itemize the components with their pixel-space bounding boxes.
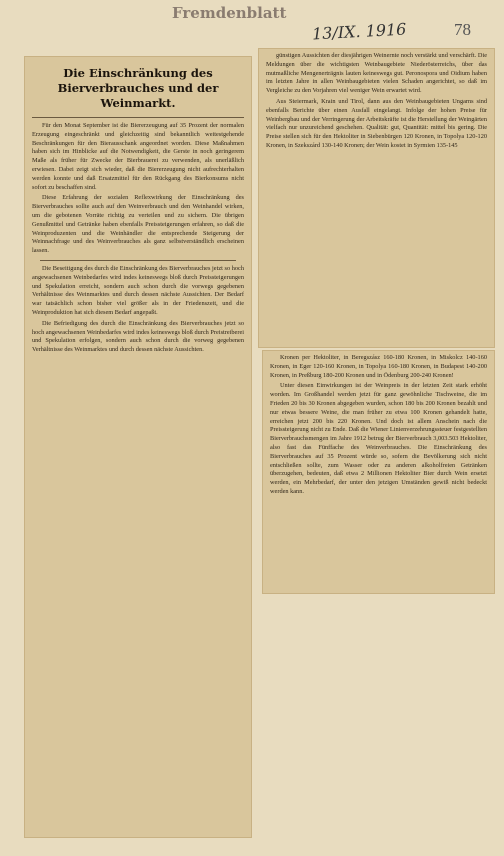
right-top-column-text — [266, 52, 487, 151]
title-divider — [32, 117, 244, 118]
article-clipping-left — [24, 56, 252, 838]
left-column-text — [32, 122, 244, 355]
right-top-paragraph: Aus Steiermark, Krain und Tirol, dann aus den Weinbaugebieten Ungarns sind ebenfalls Berichte über einen Ausfall eingelangt. Infolge der hohen Preise für Weinbergbau und der Verringerung der Arbeitskräfte ist die Herstellung der Weingärten vielfach nur unzureichend geschehen. Qualität: gut, Quantität: mittel bis gering. Die Preise stellen sich für den Hektoliter in Siebenbürgen 120 Kronen, in Topolya 120-120 Kronen, in Szekszárd 130-140 Kronen; der Wein kostet in Syrmien 135-145 — [266, 97, 487, 149]
article-clipping-right-bottom — [262, 350, 495, 594]
left-paragraph: Die Beseitigung des durch die Einschränkung des Bierverbrauches jetzt so hoch angewachsenen Weinbedarfes wird indes keineswegs bloß durch Preissteigerungen und Spekulation erreicht, sondern auch schon durch die vorwegs gegebenen Verhältnisse des Weinmarktes und durch dessen nächste Aussichten. Der Bedarf war tatsächlich schon bisher viel größer als in der Friedenszeit, und die Weinproduktion hat sich diesem Bedarf angepaßt. — [32, 264, 244, 316]
left-paragraph: Die Befriedigung des durch die Einschränkung des Bierverbrauches jetzt so hoch angewachsenen Weinbedarfes wird indes keineswegs bloß durch Preistreiberei und Spekulation erfolgen, sondern auch schon durch die vorweg gegebenen Verhältnisse des Weinmarktes und durch dessen nächste Aussichten. — [32, 319, 244, 354]
article-title: Die Einschränkung des Bierverbrauches und der Weinmarkt. — [57, 66, 219, 110]
page-header — [0, 0, 504, 44]
left-paragraph: Für den Monat September ist die Biererzeugung auf 35 Prozent der normalen Erzeugung eingeschränkt und gleichzeitig sind bekanntlich weitestgehende Beschränkungen für den Bierausschank angeordnet worden. Diese Maßnahmen haben sich im Hinblicke auf die Notwendigkeit, die Gerste in noch geringerem Maße als früher für Zwecke der Bierbrauerei zu verwenden, als unerläßlich erwiesen. Dabei zeigt sich wieder, daß die Biererzeugung nicht aufrechterhalten werden konnte und daß Ersatzmittel für den Rückgang des Bierkonsums nicht sofort zu beschaffen sind. — [32, 122, 244, 191]
handwritten-date: 13/IX. 1916 — [311, 19, 407, 44]
right-top-paragraph: günstigen Aussichten der diesjährigen Weinernte noch verstärkt und verschärft. Die Meldungen über die wichtigsten Weinbaugebiete Niederösterreichs, über das mutmaßliche Mengenerträgnis lauten keineswegs gut. Peronospora und Oidium haben im letzten Jahre in allen Weinbaugebieten vielen Schaden angerichtet, so daß im Vergleiche zu den Vorjahren viel weniger Wein erwartet wird. — [266, 52, 487, 95]
section-divider — [40, 260, 236, 261]
page-number: 78 — [454, 20, 471, 39]
article-clipping-right-top — [258, 48, 495, 348]
right-bottom-paragraph: Kronen per Hektoliter, in Beregszász 160-180 Kronen, in Miskolcz 140-160 Kronen, in Eger 120-160 Kronen, in Topolya 160-180 Kronen, in Budapest 140-200 Kronen, in Preßburg 180-200 Kronen und in Ödenburg 200-240 Kronen! — [270, 354, 487, 379]
newspaper-name: Fremdenblatt — [172, 4, 287, 22]
right-bottom-column-text — [270, 354, 487, 497]
right-bottom-paragraph: Unter diesen Einwirkungen ist der Weinpreis in der letzten Zeit stark erhöht worden. Im Großhandel werden jetzt für ganz gewöhnliche Tischweine, die im Frieden 20 bis 30 Kronen abgegeben wurden, schon 180 bis 200 Kronen bezahlt und nur etwas bessere Weine, die man früher zu etwa 100 Kronen gehandelt hatte, erreichen jetzt 200 bis 220 Kronen. Und doch ist allem Anschein nach die Preissteigerung nicht zu Ende. Daß die Wiener Linienverzehrungssteuer festgestellten Bierverbrauchsmengen im Jahre 1912 betrug der Bierverbrauch 3,003.503 Hektoliter, also fast das Fünffache des Weinverbrauches. Die Einschränkung des Bierverbrauches auf 35 Prozent würde so, sofern die Bevölkerung sich nicht entschließen sollte, zum Wasser oder zu anderen alkoholfreien Getränken überzugehen, bedeuten, daß etwa 2 Millionen Hektoliter Bier durch Wein ersetzt werden, ein Mehrbedarf, der unter den jetzigen Umständen gewiß nicht bedeckt werden kann. — [270, 382, 487, 495]
left-paragraph: Diese Erfahrung der sozialen Reflexwirkung der Einschränkung des Bierverbrauches sollte auch auf den Weinverbrauch und den Weinhandel wirken, um die gebotenen Vorräte richtig zu verteilen und zu sichern. Die übrigen Genußmittel und Getränke haben ebenfalls Preissteigerungen erfahren, so daß die Weinproduzenten und die Weinhändler die entsprechende Steigerung der Weinnachfrage und des Weinverbrauches als ganz selbstverständlich erscheinen lassen. — [32, 194, 244, 255]
